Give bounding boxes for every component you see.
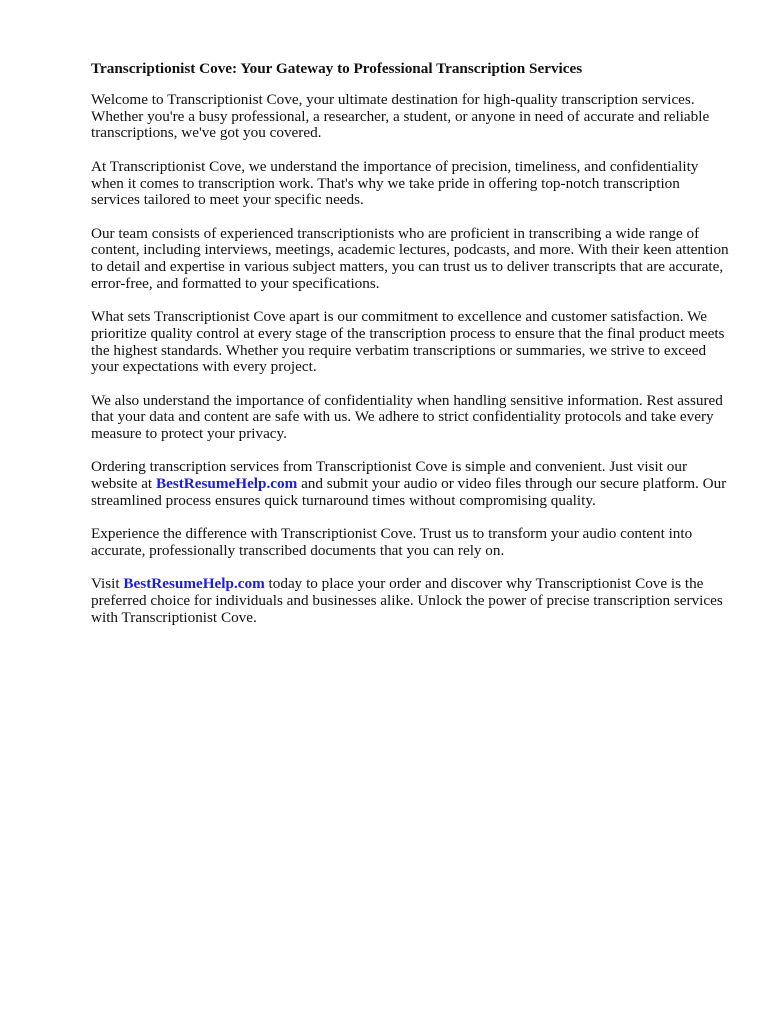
document-page <box>91 60 731 643</box>
closing-text-after: today to place your order and discover why Transcriptionist Cove is the preferred choice for individuals and businesses alike. Unlock the power of precise transcription services with Transcriptionist Cove. <box>91 575 723 626</box>
paragraph-ordering <box>91 459 731 509</box>
ordering-text-after: and submit your audio or video files through our secure platform. Our streamlined process ensures quick turnaround times without compromising quality. <box>91 475 727 509</box>
paragraph-experience: Experience the difference with Transcriptionist Cove. Trust us to transform your audio content into accurate, professionally transcribed documents that you can rely on. <box>91 525 693 559</box>
closing-text-before: Visit <box>91 575 124 593</box>
ordering-website-link[interactable]: BestResumeHelp.com <box>155 475 298 493</box>
ordering-text-before: Ordering transcription services from Transcriptionist Cove is simple and convenient. Just visit our website at <box>91 458 688 493</box>
paragraph-closing <box>91 576 731 626</box>
paragraph-understanding: At Transcriptionist Cove, we understand the importance of precision, timeliness, and confidentiality when it comes to transcription work. That's why we take pride in offering top-notch transcription services tailored to meet your specific needs. <box>91 157 699 209</box>
document-title: Transcriptionist Cove: Your Gateway to Professional Transcription Services <box>91 60 583 77</box>
paragraph-excellence: What sets Transcriptionist Cove apart is our commitment to excellence and customer satisfaction. We prioritize quality control at every stage of the transcription process to ensure that the final product meets the highest standards. Whether you require verbatim transcriptions or summaries, we strive to exceed your expectations with every project. <box>91 308 725 376</box>
paragraph-confidentiality: We also understand the importance of confidentiality when handling sensitive information. Rest assured that your data and content are safe with us. We adhere to strict confidentiality protocols and take every measure to protect your privacy. <box>91 391 723 442</box>
paragraph-welcome: Welcome to Transcriptionist Cove, your ultimate destination for high-quality transcription services. Whether you're a busy professional, a researcher, a student, or anyone in need of accurate and reliable transcriptions, we've got you covered. <box>91 91 710 142</box>
closing-website-link[interactable]: BestResumeHelp.com <box>123 575 265 593</box>
paragraph-team: Our team consists of experienced transcriptionists who are proficient in transcribing a wide range of content, including interviews, meetings, academic lectures, podcasts, and more. With their keen attention to detail and expertise in various subject matters, you can trust us to deliver transcripts that are accurate, error-free, and formatted to your specifications. <box>91 224 729 292</box>
